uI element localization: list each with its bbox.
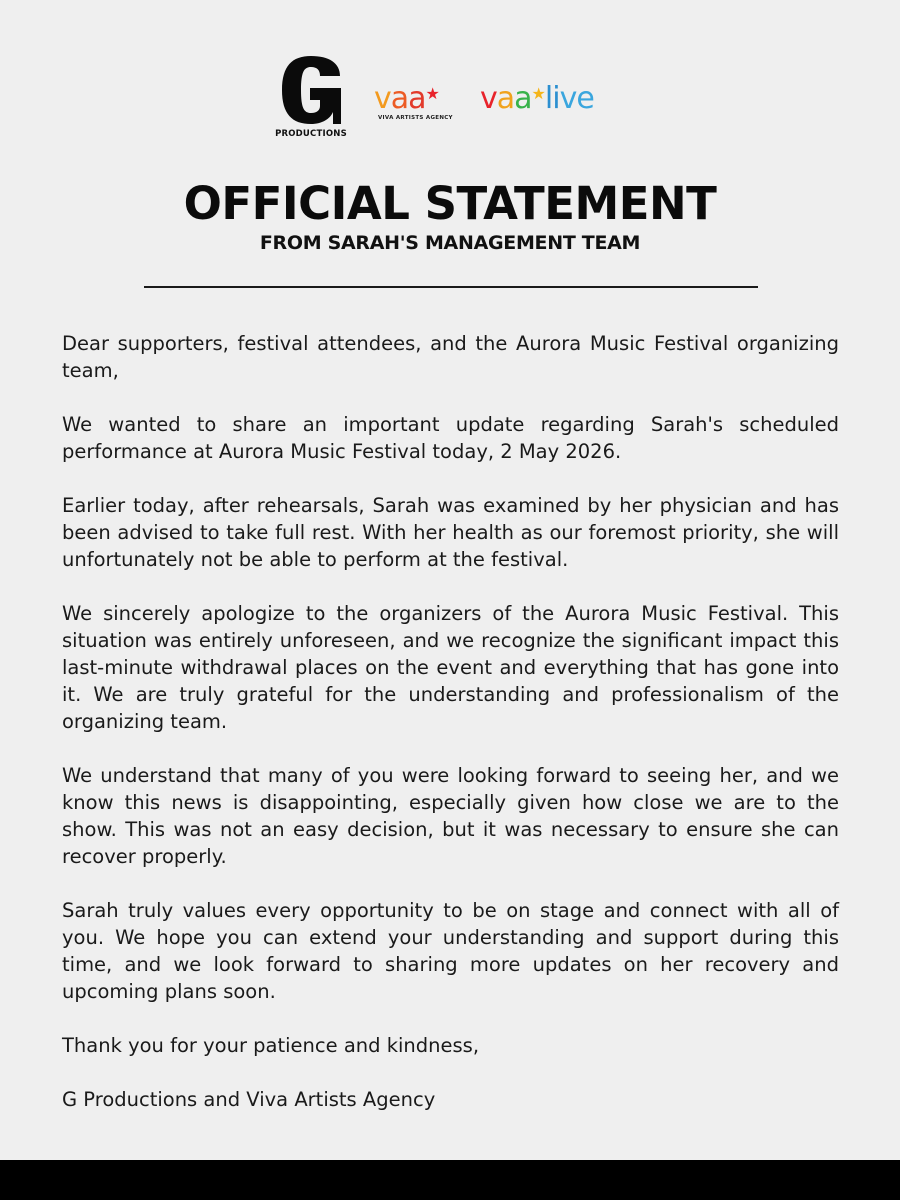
vaa-live-letter: i xyxy=(552,81,560,116)
logo-row xyxy=(0,56,900,146)
values-paragraph: Sarah truly values every opportunity to be on stage and connect with all of you. We hope you can extend your understanding and support during this time, and we look forward to sharing more updates on her recovery and upcoming plans soon. xyxy=(62,899,839,1003)
vaa-letter: v xyxy=(374,81,391,116)
page-title: OFFICIAL STATEMENT xyxy=(183,177,717,230)
signature-paragraph: G Productions and Viva Artists Agency xyxy=(62,1088,436,1111)
vaa-live-letter: v xyxy=(559,81,577,116)
g-productions-label: PRODUCTIONS xyxy=(275,129,347,139)
footer-bar xyxy=(0,1160,900,1200)
page-subtitle: FROM SARAH'S MANAGEMENT TEAM xyxy=(259,232,641,254)
vaa-live-letter: v xyxy=(480,81,497,116)
vaa-letter: a xyxy=(408,81,426,116)
fans-paragraph: We understand that many of you were looking forward to seeing her, and we know this news is disappointing, especially given how close we are to the show. This was not an easy decision, but it was necessary to ensure she can recover properly. xyxy=(62,764,839,868)
g-mark-icon xyxy=(280,56,342,124)
vaa-live-logo xyxy=(480,81,620,120)
vaa-wordmark xyxy=(374,81,439,116)
vaa-live-letter: e xyxy=(576,81,594,116)
vaa-live-letter: l xyxy=(544,81,553,116)
update-paragraph: We wanted to share an important update regarding Sarah's scheduled performance at Aurora Music Festival today, 2 May 2026. xyxy=(62,413,839,463)
g-productions-logo xyxy=(275,56,347,142)
vaa-live-letter: a xyxy=(514,81,532,116)
vaa-live-wordmark xyxy=(480,81,594,116)
vaa-live-letter: a xyxy=(496,81,515,116)
apology-paragraph: We sincerely apologize to the organizers of the Aurora Music Festival. This situation was entirely unforeseen, and we recognize the significant impact this last-minute withdrawal places on the event and everything that has gone into it. We are truly grateful for the understanding and professionalism of the organizing team. xyxy=(62,602,839,733)
title-divider xyxy=(144,286,758,288)
greeting-paragraph: Dear supporters, festival attendees, and the Aurora Music Festival organizing team, xyxy=(62,332,839,382)
statement-body xyxy=(62,330,839,1140)
vaa-live-star-icon: ★ xyxy=(531,84,545,103)
vaa-star-icon: ★ xyxy=(425,84,439,103)
vaa-letter: a xyxy=(390,81,409,116)
health-paragraph: Earlier today, after rehearsals, Sarah was examined by her physician and has been advised to take full rest. With her health as our foremost priority, she will unfortunately not be able to perform at the festival. xyxy=(62,494,839,571)
vaa-subtitle: VIVA ARTISTS AGENCY xyxy=(378,115,453,121)
viva-artists-agency-logo xyxy=(374,81,464,124)
closing-paragraph: Thank you for your patience and kindness, xyxy=(62,1034,480,1057)
